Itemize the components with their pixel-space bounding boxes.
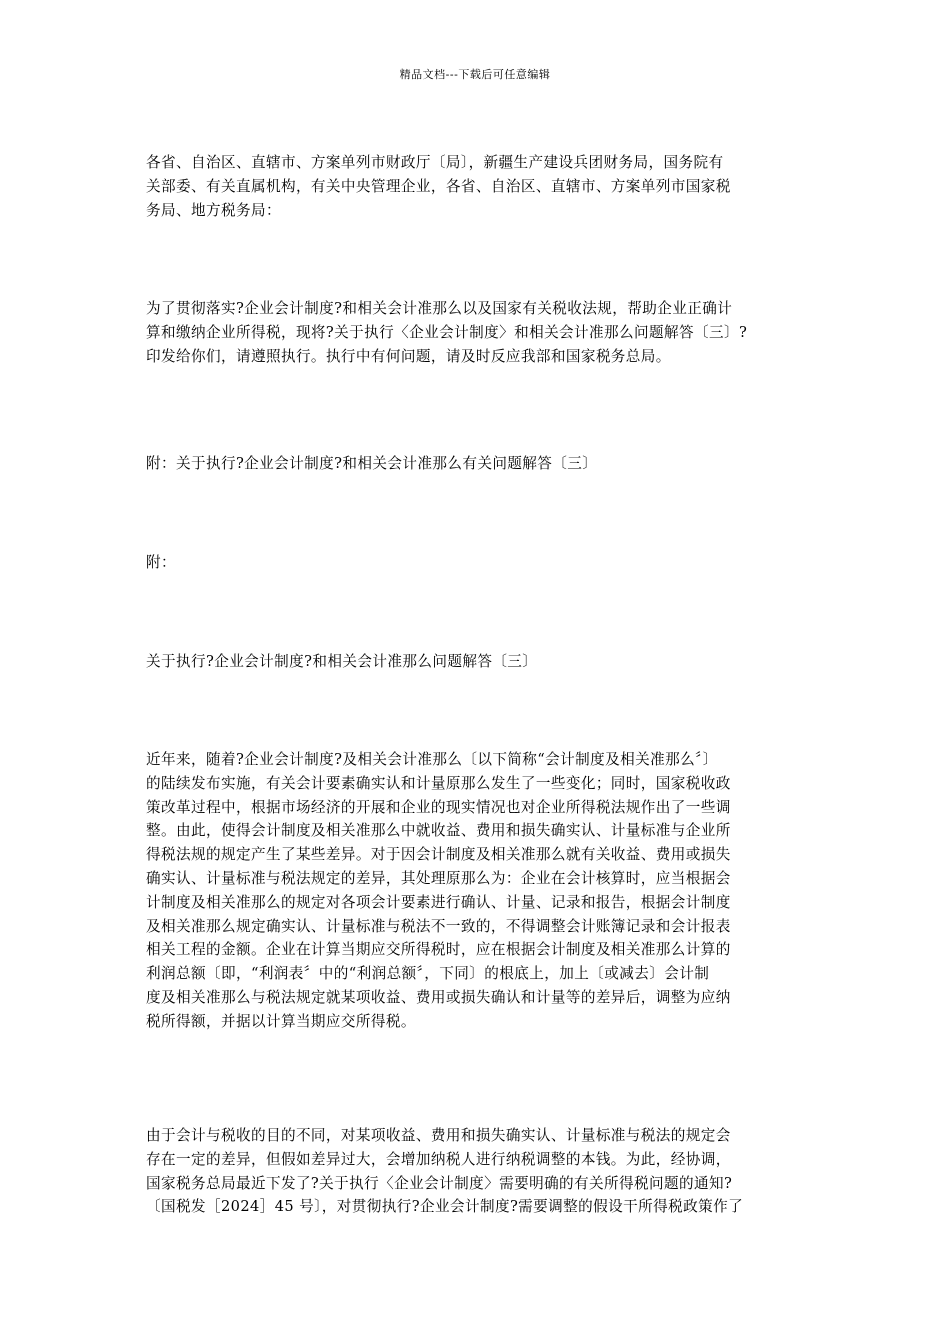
- text-line: 由于会计与税收的目的不同，对某项收益、费用和损失确实认、计量标准与税法的规定会: [146, 1127, 731, 1144]
- text-line: 确实认、计量标准与税法规定的差异，其处理原那么为：企业在会计核算时，应当根据会: [146, 869, 731, 887]
- text-line: 为了贯彻落实?企业会计制度?和相关会计准那么以及国家有关税收法规，帮助企业正确计: [146, 300, 733, 317]
- text-line: 附：: [146, 554, 176, 571]
- text-line: 度及相关准那么与税法规定就某项收益、费用或损失确认和计量等的差异后，调整为应纳: [146, 988, 731, 1006]
- text-line: 的陆续发布实施，有关会计要素确实认和计量原那么发生了一些变化；同时，国家税收政: [146, 774, 731, 792]
- text-line: 关于执行?企业会计制度?和相关会计准那么问题解答〔三〕: [146, 653, 538, 670]
- text-line: 存在一定的差异，但假如差异过大，会增加纳税人进行纳税调整的本钱。为此，经协调，: [146, 1150, 731, 1168]
- text-line: 附：关于执行?企业会计制度?和相关会计准那么有关问题解答〔三〕: [146, 455, 598, 472]
- paragraph-addressees: [146, 151, 818, 222]
- text-line: 税所得额，并据以计算当期应交所得税。: [146, 1012, 416, 1030]
- text-line: 得税法规的规定产生了某些差异。对于因会计制度及相关准那么就有关收益、费用或损失: [146, 846, 731, 864]
- section-title: [146, 650, 818, 674]
- text-line: 利润总额〔即，“利润表〞中的“利润总额〞，下同〕的根底上，加上〔或减去〕会计制: [146, 965, 710, 983]
- text-line: 〔国税发［2024］45 号〕，对贯彻执行?企业会计制度?需要调整的假设干所得税政策作了: [146, 1198, 744, 1216]
- text-line: 国家税务总局最近下发了?关于执行〈企业会计制度〉需要明确的有关所得税问题的通知?: [146, 1174, 733, 1192]
- text-line: 务局、地方税务局：: [146, 201, 281, 219]
- paragraph-notice: [146, 297, 818, 368]
- text-line: 整。由此，使得会计制度及相关准那么中就收益、费用和损失确实认、计量标准与企业所: [146, 822, 731, 840]
- text-line: 关部委、有关直属机构，有关中央管理企业，各省、自治区、直辖市、方案单列市国家税: [146, 177, 731, 195]
- page-header: 精品文档---下载后可任意编辑: [399, 68, 551, 81]
- paragraph-body-2: [146, 1124, 818, 1219]
- text-line: 相关工程的金额。企业在计算当期应交所得税时，应在根据会计制度及相关准那么计算的: [146, 941, 731, 959]
- text-line: 策改革过程中，根据市场经济的开展和企业的现实情况也对企业所得税法规作出了一些调: [146, 798, 731, 816]
- text-line: 印发给你们，请遵照执行。执行中有何问题，请及时反应我部和国家税务总局。: [146, 347, 671, 365]
- text-line: 各省、自治区、直辖市、方案单列市财政厅〔局〕，新疆生产建设兵团财务局，国务院有: [146, 154, 724, 171]
- text-line: 近年来，随着?企业会计制度?及相关会计准那么〔以下简称“会计制度及相关准那么〞〕: [146, 751, 718, 768]
- text-line: 计制度及相关准那么的规定对各项会计要素进行确认、计量、记录和报告，根据会计制度: [146, 893, 731, 911]
- paragraph-body-1: [146, 748, 818, 1034]
- paragraph-attachment-title: [146, 452, 818, 476]
- paragraph-attachment-label: [146, 551, 818, 575]
- text-line: 算和缴纳企业所得税，现将?关于执行〈企业会计制度〉和相关会计准那么问题解答〔三〕?: [146, 323, 748, 341]
- text-line: 及相关准那么规定确实认、计量标准与税法不一致的，不得调整会计账簿记录和会计报表: [146, 917, 731, 935]
